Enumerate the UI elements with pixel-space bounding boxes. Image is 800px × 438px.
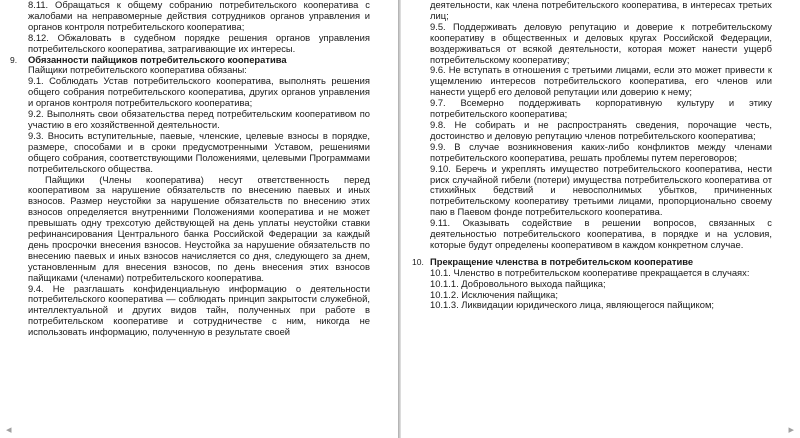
list-item: 10.1.3. Ликвидации юридического лица, являющегося пайщиком; — [430, 299, 715, 311]
list-item: 10.1.2. Исключения пайщика; — [430, 288, 559, 300]
paragraph: 9.2. Выполнять свои обязательства перед потребительским кооперативом по участию в его хозяйственной деятельности. — [28, 108, 370, 130]
paragraph: 9.11. Оказывать содействие в решении вопросов, связанных с деятельностью потребительского кооператива, в порядке и на условия, которые будут определены кооперативом в каждом конкретном случае. — [430, 217, 772, 250]
right-page-content — [412, 0, 772, 311]
section-title: Обязанности пайщиков потребительского кооператива — [28, 53, 287, 65]
paragraph: 9.9. В случае возникновения каких-либо конфликтов между членами потребительского кооператива, решать проблемы путем переговоров; — [430, 140, 772, 163]
paragraph: 8.12. Обжаловать в судебном порядке решения органов управления потребительского кооператива, затрагивающие их интересы. — [28, 31, 370, 54]
paragraph: 10.1. Членство в потребительском кооперативе прекращается в случаях: — [430, 266, 750, 278]
paragraph: 9.3. Вносить вступительные, паевые, членские, целевые взносы в порядке, размере, способами и в сроки предусмотренными Уставом, решениями общего собрания, соответствующими Положениями, целевыми Программами потребительского общества. — [28, 129, 370, 174]
paragraph: Пайщики потребительского кооператива обязаны: — [28, 64, 247, 76]
paragraph: 8.11. Обращаться к общему собранию потребительского кооператива с жалобами на неправомерные действия сотрудников органов управления и органов контроля потребительского кооператива; — [28, 0, 370, 32]
paragraph: 9.10. Беречь и укреплять имущество потребительского кооператива, нести риск случайной гибели (потери) имущества потребительского кооператива от стихийных бедствий и невосполнимых убытков, причиненных потребительскому кооперативу третьими лицами, пропорционально своему паю в Паевом фонде потребительского кооператива. — [430, 162, 772, 218]
paragraph: 9.6. Не вступать в отношения с третьими лицами, если это может привести к ущемлению интересов потребительского кооператива, его членов или нанести ущерб его деловой репутации или доверию к нему; — [430, 64, 772, 98]
section-title: Прекращение членства в потребительском кооперативе — [430, 255, 694, 267]
right-page — [402, 0, 800, 438]
section-10 — [412, 255, 772, 268]
paragraph: 9.7. Всемерно поддерживать корпоративную культуру и этику потребительского кооператива; — [430, 97, 772, 120]
paragraph: 9.5. Поддерживать деловую репутацию и доверие к потребительскому кооперативу в общественных и деловых кругах Российской Федерации, воздерживаться от всякой деятельности, которая может нанести ущерб потребительскому кооперативу; — [430, 20, 772, 65]
list-item: 10.1.1. Добровольного выхода пайщика; — [430, 277, 606, 289]
paragraph: Пайщики (Члены кооператива) несут ответственность перед кооперативом за нарушение обязательств по внесению паевых и иных взносов. Размер неустойки за нарушение обязательств по внесению этих взносов определяется внутренними Положениями кооператива и не может превышать одну трехсотую действующей на день уплаты неустойки ставки рефинансирования Центрального банка Российской Федерации за каждый день просрочки внесения взносов. Неустойка за нарушение обязательств по внесению паевых и иных взносов начисляется со дня, следующего за днем, установленным для внесения взносов, по день внесения этих взносов пайщиками (членами) потребительского кооператива. — [28, 173, 370, 283]
left-page-content — [10, 0, 370, 338]
paragraph: 9.4. Не разглашать конфиденциальную информацию о деятельности потребительского кооператива — соблюдать принцип закрытости служебной, интеллектуальной и других видов тайн, полученных при работе в потребительском кооперативе и сотрудничестве с ним, никогда не использовать информацию, полученную в результате своей — [28, 282, 370, 338]
section-number: 9. — [10, 54, 18, 65]
page-divider — [398, 0, 401, 438]
left-page — [0, 0, 398, 438]
section-number: 10. — [412, 256, 424, 267]
prev-page-icon[interactable]: ◂ — [6, 424, 12, 437]
next-page-icon[interactable]: ▸ — [788, 424, 794, 437]
paragraph: деятельности, как члена потребительского кооператива, в интересах третьих лиц; — [430, 0, 772, 21]
section-9 — [10, 53, 370, 66]
paragraph: 9.8. Не собирать и не распространять сведения, порочащие честь, достоинство и деловую репутацию членов потребительского кооператива; — [430, 118, 772, 141]
paragraph: 9.1. Соблюдать Устав потребительского кооператива, выполнять решения общего собрания потребительского кооператива, других органов управления и органов контроля потребительского кооператива; — [28, 75, 370, 109]
